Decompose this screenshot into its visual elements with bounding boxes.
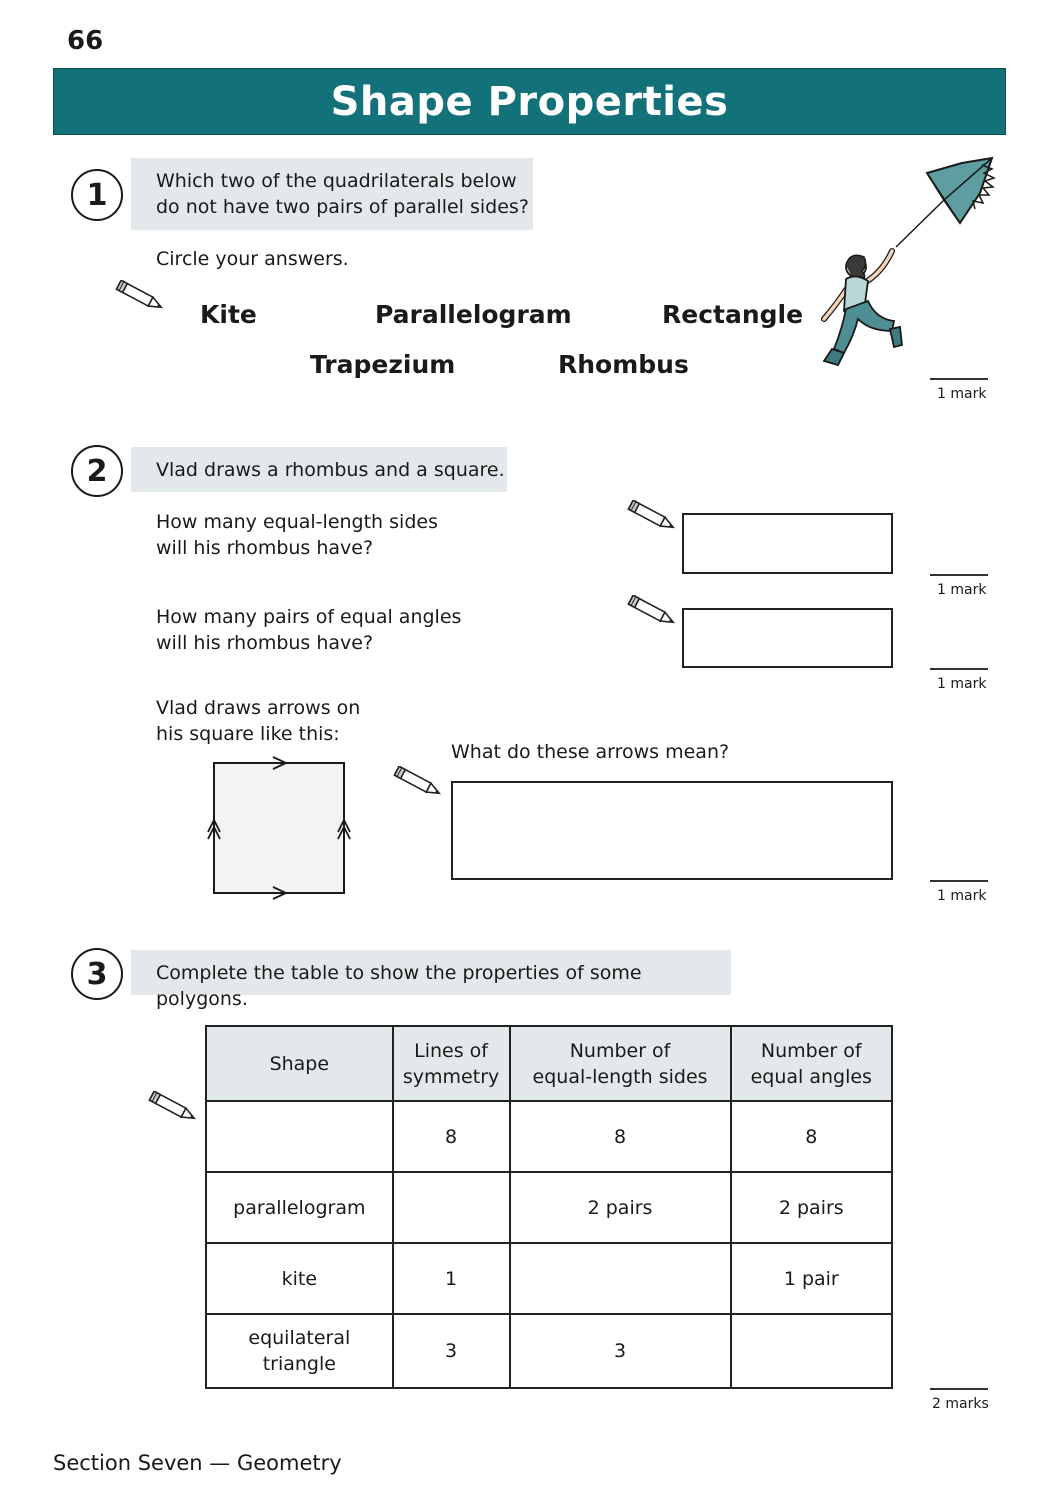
cell-text: 8 bbox=[805, 1125, 818, 1148]
question-2a-mark: 1 mark bbox=[937, 582, 987, 598]
section-footer: Section Seven — Geometry bbox=[53, 1451, 342, 1475]
cell-text: equilateral bbox=[248, 1327, 351, 1349]
question-3-number: 3 bbox=[71, 948, 123, 1000]
table-row bbox=[206, 1314, 892, 1388]
question-2b-line: will his rhombus have? bbox=[156, 632, 374, 654]
question-2c-line: Vlad draws arrows on bbox=[156, 697, 361, 719]
cell-text: 8 bbox=[613, 1125, 627, 1148]
table-cell bbox=[731, 1243, 892, 1314]
question-2c-line: his square like this: bbox=[156, 723, 340, 745]
answer-box-equal-angles[interactable] bbox=[682, 608, 893, 668]
header-line: Shape bbox=[269, 1052, 330, 1075]
table-cell bbox=[731, 1172, 892, 1243]
header-line: Number of bbox=[760, 1039, 862, 1062]
question-1-instruction: Circle your answers. bbox=[156, 248, 349, 270]
question-2b-mark: 1 mark bbox=[937, 676, 987, 692]
question-2c-mark: 1 mark bbox=[937, 888, 987, 904]
question-3-prompt-box bbox=[131, 950, 731, 1010]
table-cell bbox=[393, 1314, 510, 1388]
cell-text: parallelogram bbox=[233, 1196, 366, 1219]
question-2a-text bbox=[156, 509, 438, 561]
table-cell bbox=[393, 1101, 510, 1172]
cell-text: 1 bbox=[445, 1267, 458, 1290]
pencil-icon bbox=[143, 1091, 203, 1123]
table-cell bbox=[206, 1172, 393, 1243]
table-row bbox=[206, 1172, 892, 1243]
pencil-icon bbox=[388, 766, 448, 798]
question-1-prompt-line: do not have two pairs of parallel sides? bbox=[156, 196, 529, 218]
question-2c-question: What do these arrows mean? bbox=[451, 741, 730, 763]
question-2b-line: How many pairs of equal angles bbox=[156, 606, 462, 628]
question-2a-line: will his rhombus have? bbox=[156, 537, 374, 559]
option-trapezium[interactable]: Trapezium bbox=[310, 350, 456, 379]
option-rectangle[interactable]: Rectangle bbox=[662, 300, 804, 329]
header-lines-of-symmetry bbox=[393, 1026, 510, 1101]
cell-text: triangle bbox=[262, 1353, 336, 1375]
cell-text: 8 bbox=[445, 1125, 458, 1148]
question-1-prompt-line: Which two of the quadrilaterals below bbox=[156, 170, 517, 192]
option-rhombus[interactable]: Rhombus bbox=[558, 350, 689, 379]
answer-box-equal-sides[interactable] bbox=[682, 513, 893, 574]
header-line: equal-length sides bbox=[532, 1065, 708, 1088]
question-2c-text bbox=[156, 695, 360, 747]
table-cell bbox=[206, 1243, 393, 1314]
page-number: 66 bbox=[67, 26, 104, 56]
question-2-prompt: Vlad draws a rhombus and a square. bbox=[156, 459, 505, 481]
mark-line bbox=[930, 880, 988, 882]
table-row bbox=[206, 1101, 892, 1172]
girl-flying-kite-illustration bbox=[812, 155, 1002, 387]
table-header-row bbox=[206, 1026, 892, 1101]
answer-cell-shape[interactable] bbox=[206, 1101, 393, 1172]
table-row bbox=[206, 1243, 892, 1314]
header-equal-angles bbox=[731, 1026, 892, 1101]
table-cell bbox=[393, 1243, 510, 1314]
page-title: Shape Properties bbox=[330, 78, 729, 125]
cell-text: 1 pair bbox=[783, 1267, 839, 1290]
mark-line bbox=[930, 378, 988, 380]
square-with-arrows-diagram bbox=[200, 752, 360, 902]
table-cell bbox=[206, 1314, 393, 1388]
question-3-mark: 2 marks bbox=[932, 1396, 989, 1412]
cell-text: 2 pairs bbox=[587, 1196, 653, 1219]
question-2b-text bbox=[156, 604, 461, 656]
header-line: symmetry bbox=[402, 1065, 500, 1088]
header-line: Lines of bbox=[414, 1039, 488, 1062]
table-cell bbox=[510, 1172, 731, 1243]
answer-cell-equal-angles[interactable] bbox=[731, 1314, 892, 1388]
cell-text: 3 bbox=[445, 1340, 458, 1362]
question-1-mark: 1 mark bbox=[937, 386, 987, 402]
question-2-prompt-box bbox=[131, 447, 507, 492]
answer-cell-symmetry[interactable] bbox=[393, 1172, 510, 1243]
option-parallelogram[interactable]: Parallelogram bbox=[375, 300, 572, 329]
question-3-prompt: Complete the table to show the properties of some polygons. bbox=[156, 962, 642, 1010]
pencil-icon bbox=[622, 595, 682, 627]
title-banner bbox=[53, 68, 1006, 135]
table-cell bbox=[510, 1101, 731, 1172]
mark-line bbox=[930, 668, 988, 670]
table-cell bbox=[510, 1314, 731, 1388]
header-line: equal angles bbox=[750, 1065, 872, 1088]
question-2a-line: How many equal-length sides bbox=[156, 511, 438, 533]
header-shape bbox=[206, 1026, 393, 1101]
cell-text: kite bbox=[281, 1267, 318, 1290]
option-kite[interactable]: Kite bbox=[200, 300, 257, 329]
cell-text: 3 bbox=[613, 1340, 627, 1362]
cell-text: 2 pairs bbox=[778, 1196, 844, 1219]
header-line: Number of bbox=[569, 1039, 671, 1062]
question-1-prompt-box bbox=[131, 158, 533, 230]
question-2-number: 2 bbox=[71, 445, 123, 497]
pencil-icon bbox=[622, 500, 682, 532]
mark-line bbox=[930, 574, 988, 576]
pencil-icon bbox=[110, 280, 170, 312]
mark-line bbox=[930, 1388, 988, 1390]
answer-box-arrows-meaning[interactable] bbox=[451, 781, 893, 880]
answer-cell-equal-sides[interactable] bbox=[510, 1243, 731, 1314]
question-1-number: 1 bbox=[71, 169, 123, 221]
header-equal-length-sides bbox=[510, 1026, 731, 1101]
table-cell bbox=[731, 1101, 892, 1172]
polygon-properties-table bbox=[205, 1025, 893, 1389]
